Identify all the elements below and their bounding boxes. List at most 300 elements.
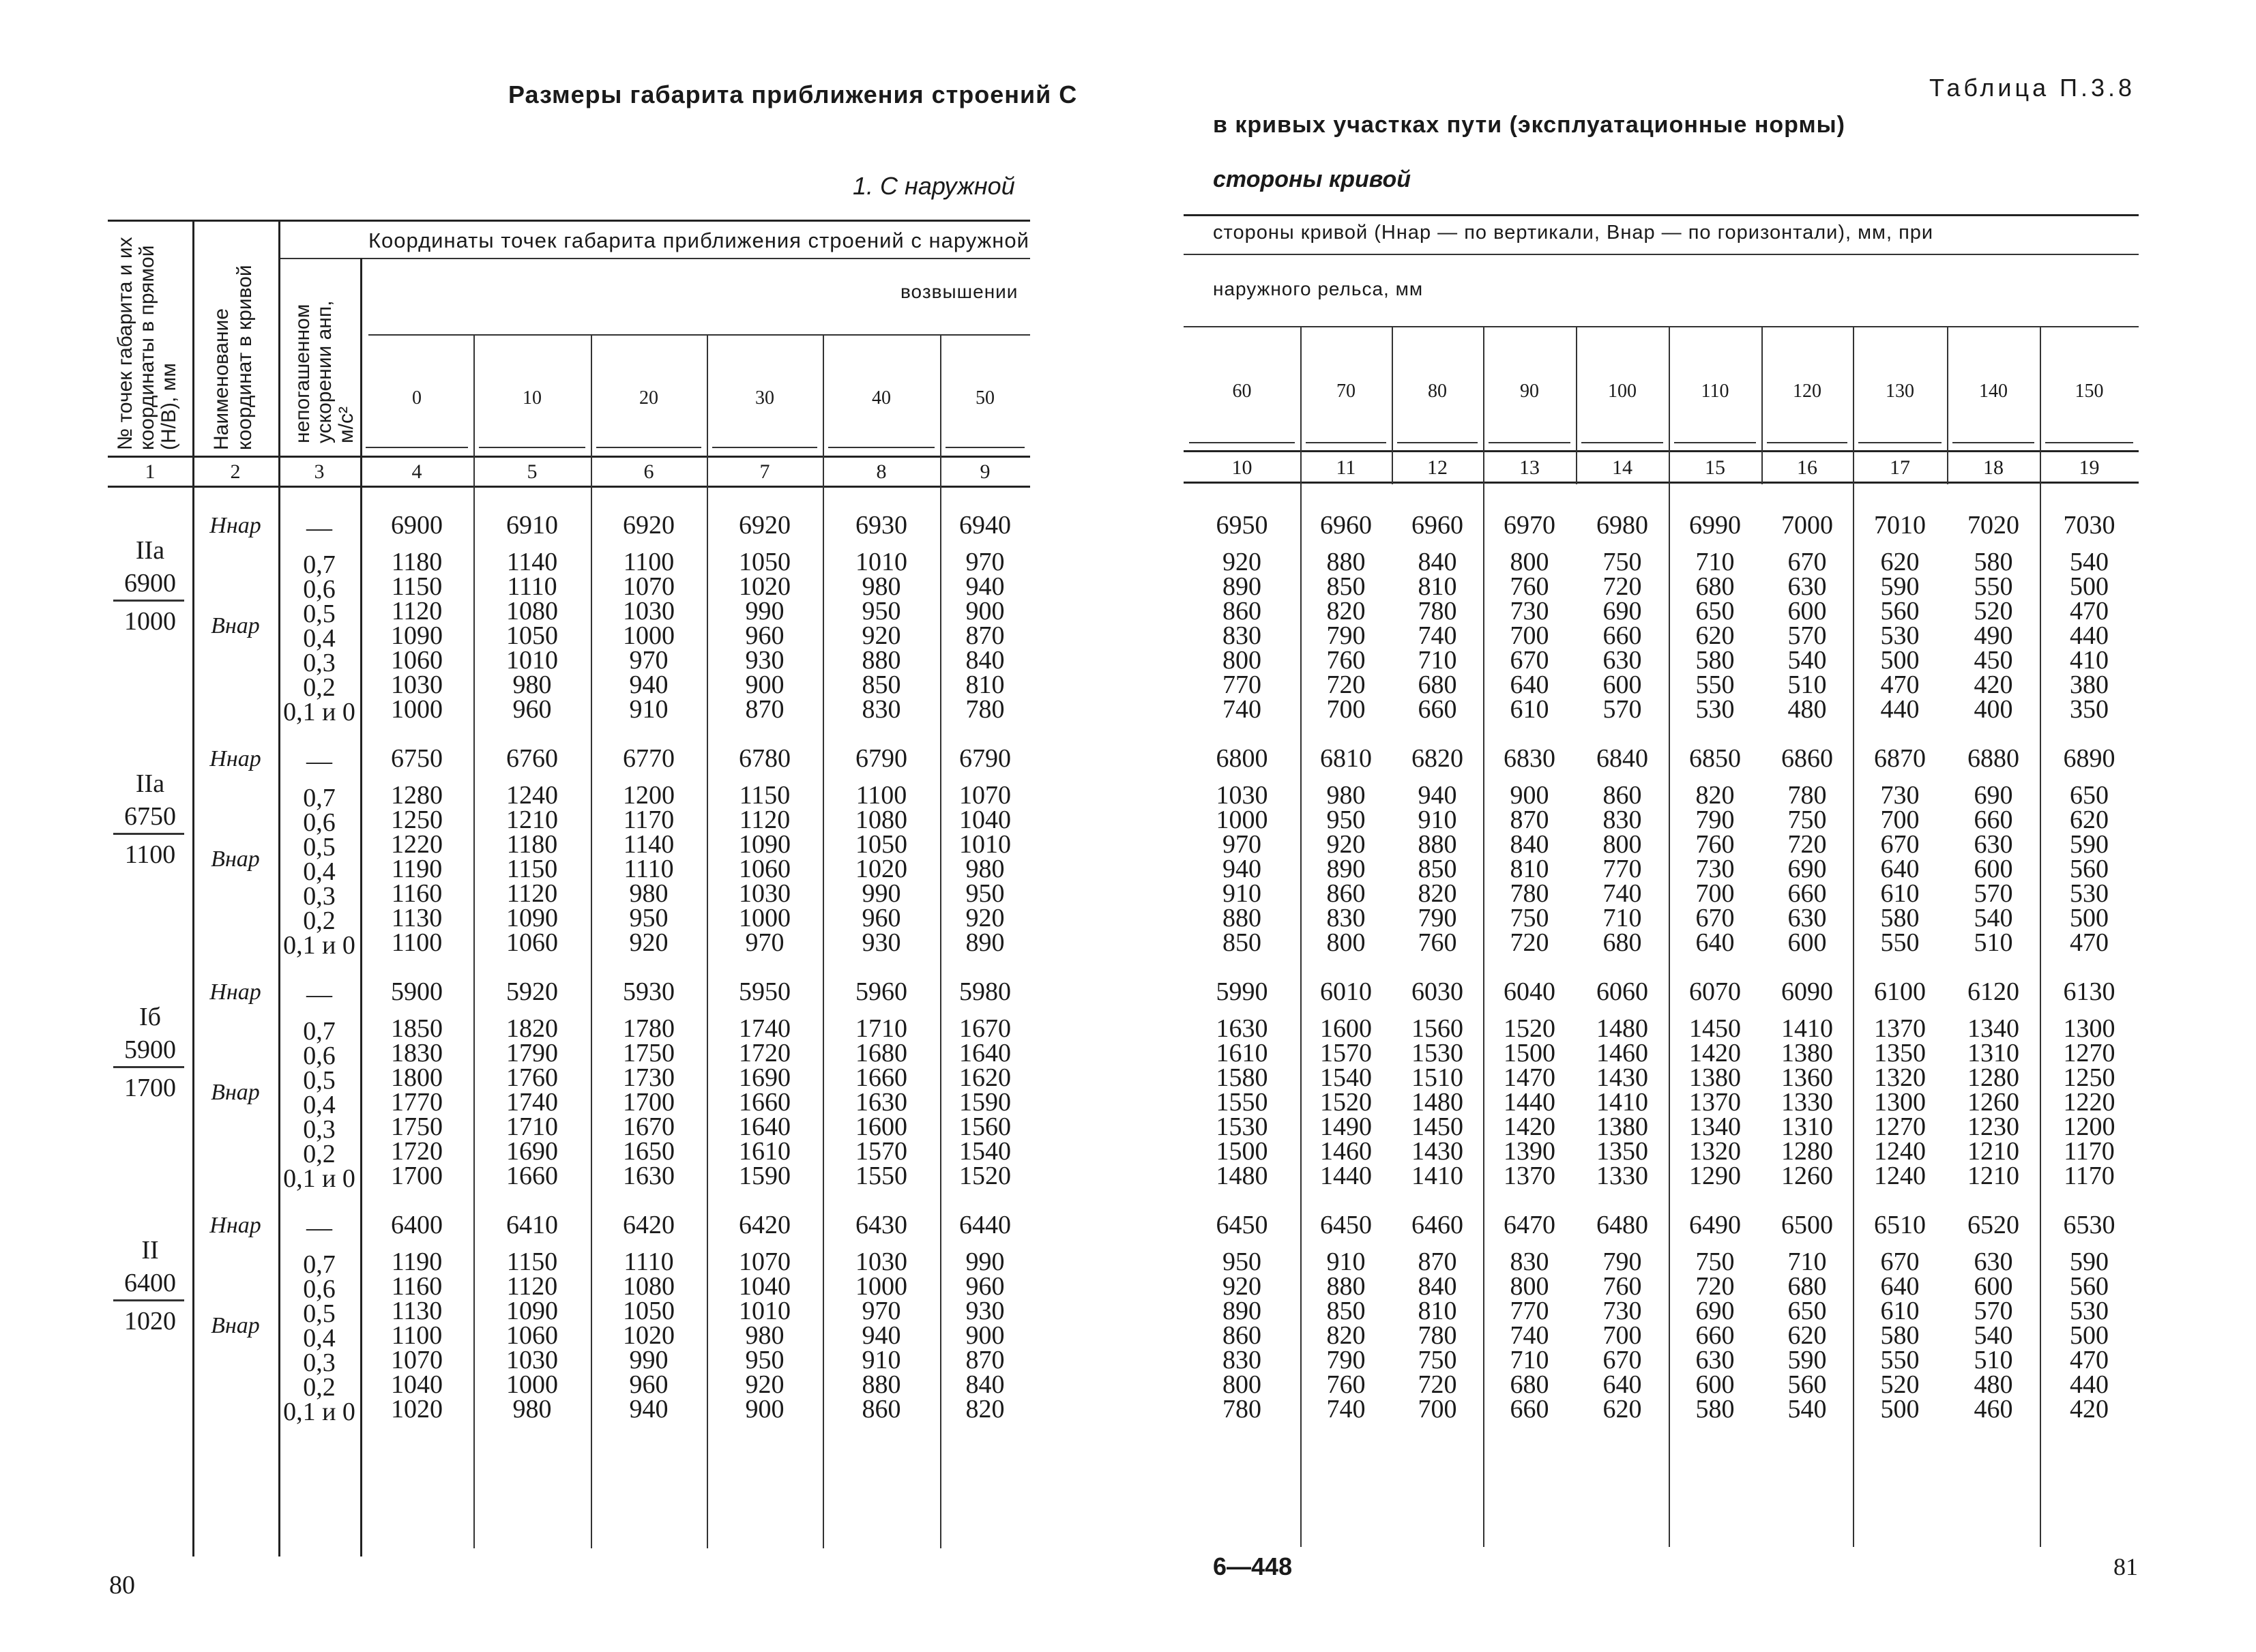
b-nar-value: 790: [1326, 621, 1366, 650]
left-page-number: 80: [109, 1571, 135, 1599]
b-nar-value: 670: [1695, 904, 1735, 932]
b-nar-value: 590: [1880, 572, 1920, 601]
b-nar-value: 870: [745, 695, 785, 724]
left-header-main: Координаты точек габарита приближения строений с наружной: [368, 228, 1029, 252]
b-nar-value: 620: [1695, 621, 1735, 650]
h-nar-value: 6450: [1216, 1211, 1268, 1239]
b-nar-value: 420: [1974, 670, 2013, 699]
point-label: IIa: [135, 769, 165, 799]
b-nar-value: 600: [1602, 670, 1642, 699]
accel-value: 0,1 и 0: [283, 931, 355, 960]
b-nar-value: 1700: [391, 1162, 443, 1190]
b-nar-value: 1330: [1781, 1088, 1833, 1117]
b-nar-value: 660: [1602, 621, 1642, 650]
b-nar-value: 990: [862, 879, 901, 908]
accel-value: 0,4: [303, 1091, 336, 1119]
b-nar-value: 1210: [506, 806, 558, 834]
b-nar-value: 630: [1787, 572, 1827, 601]
b-nar-value: 820: [1326, 1321, 1366, 1350]
b-nar-value: 810: [1418, 572, 1457, 601]
b-nar-value: 1500: [1216, 1137, 1268, 1166]
b-nar-value: 1290: [1689, 1162, 1741, 1190]
b-nar-value: 1020: [855, 855, 907, 883]
b-nar-value: 1300: [1874, 1088, 1926, 1117]
b-nar-value: 720: [1326, 670, 1366, 699]
b-nar-value: 480: [1787, 695, 1827, 724]
b-nar-value: 960: [629, 1370, 669, 1399]
b-nar-value: 670: [1880, 830, 1920, 859]
h-nar-value: 6400: [391, 1211, 443, 1239]
b-nar-value: 1380: [1781, 1039, 1833, 1067]
b-nar-value: 810: [965, 670, 1005, 699]
b-nar-value: 740: [1326, 1395, 1366, 1424]
h-nar-value: 5930: [623, 977, 675, 1006]
b-nar-value: 1440: [1504, 1088, 1555, 1117]
b-nar-value: 1060: [391, 646, 443, 675]
h-nar-value: 6800: [1216, 744, 1268, 773]
b-nar-value: 760: [1510, 572, 1549, 601]
left-elevation-0: 0: [412, 387, 422, 409]
h-nar-value: 5990: [1216, 977, 1268, 1006]
b-nar-value: 690: [1787, 855, 1827, 883]
right-colnum-17: 17: [1890, 456, 1910, 479]
b-nar-value: 940: [629, 670, 669, 699]
left-elevation-underline: [828, 447, 935, 448]
h-nar-value: 6980: [1596, 511, 1648, 540]
b-nar-value: 970: [1222, 830, 1261, 859]
b-nar-value: 940: [1418, 781, 1457, 810]
b-nar-value: 920: [629, 928, 669, 957]
b-nar-value: 630: [1974, 830, 2013, 859]
h-nar-value: 6500: [1781, 1211, 1833, 1239]
b-nar-value: 1560: [1411, 1014, 1463, 1043]
point-label: IIa: [135, 536, 165, 565]
b-nar-value: 510: [1974, 928, 2013, 957]
b-nar-value: 1240: [506, 781, 558, 810]
b-nar-value: 840: [1418, 548, 1457, 576]
b-nar-value: 740: [1418, 621, 1457, 650]
point-denominator: 1020: [124, 1307, 176, 1336]
b-nar-value: 630: [1602, 646, 1642, 675]
h-nar-value: 6840: [1596, 744, 1648, 773]
b-nar-value: 980: [512, 1395, 552, 1424]
b-nar-value: 1250: [2063, 1063, 2115, 1092]
h-nar-value: 6420: [623, 1211, 675, 1239]
b-nar-value: 860: [1222, 597, 1261, 625]
point-numerator: 5900: [124, 1035, 176, 1065]
h-nar-value: 6890: [2063, 744, 2115, 773]
b-nar-value: 1010: [855, 548, 907, 576]
b-nar-value: 540: [1787, 1395, 1827, 1424]
b-nar-value: 1070: [391, 1346, 443, 1374]
b-nar-value: 1370: [1874, 1014, 1926, 1043]
b-nar-value: 1020: [739, 572, 791, 601]
b-nar-value: 580: [1880, 1321, 1920, 1350]
h-nar-value: 6030: [1411, 977, 1463, 1006]
b-nar-value: 1050: [855, 830, 907, 859]
b-nar-value: 1380: [1689, 1063, 1741, 1092]
b-nar-value: 920: [1222, 1272, 1261, 1301]
b-nar-value: 530: [1880, 621, 1920, 650]
b-nar-value: 980: [965, 855, 1005, 883]
b-nar-value: 1620: [959, 1063, 1011, 1092]
b-nar-value: 1120: [506, 879, 558, 908]
b-nar-value: 1050: [739, 548, 791, 576]
b-nar-value: 1440: [1320, 1162, 1372, 1190]
b-nar-value: 1640: [959, 1039, 1011, 1067]
b-nar-value: 830: [1602, 806, 1642, 834]
b-nar-value: 1370: [1689, 1088, 1741, 1117]
b-nar-value: 1280: [1967, 1063, 2019, 1092]
b-nar-value: 850: [862, 670, 901, 699]
b-nar-value: 1150: [739, 781, 791, 810]
b-nar-value: 560: [2070, 1272, 2109, 1301]
b-nar-value: 950: [1326, 806, 1366, 834]
b-nar-value: 1430: [1411, 1137, 1463, 1166]
b-nar-value: 960: [965, 1272, 1005, 1301]
b-nar-value: 820: [1326, 597, 1366, 625]
accel-value: 0,7: [303, 1250, 336, 1279]
b-nar-value: 1150: [506, 855, 558, 883]
b-nar-value: 590: [1787, 1346, 1827, 1374]
right-vline-6: [1761, 326, 1763, 484]
right-elevation-80: 80: [1428, 381, 1447, 402]
h-nar-label: [192, 513, 278, 539]
b-nar-value: 1050: [506, 621, 558, 650]
point-label: II: [141, 1236, 159, 1265]
b-nar-value: 690: [1974, 781, 2013, 810]
b-nar-value: 680: [1695, 572, 1735, 601]
b-nar-value: 540: [1974, 904, 2013, 932]
b-nar-value: 900: [745, 670, 785, 699]
h-nar-value: 5920: [506, 977, 558, 1006]
b-nar-value: 1340: [1967, 1014, 2019, 1043]
b-nar-value: 780: [1222, 1395, 1261, 1424]
b-nar-value: 1260: [1781, 1162, 1833, 1190]
b-nar-value: 660: [1974, 806, 2013, 834]
left-header-col2: Наименование координат в кривой: [210, 265, 256, 450]
b-nar-value: 1000: [391, 695, 443, 724]
left-elevation-underline: [946, 447, 1025, 448]
b-nar-value: 470: [2070, 597, 2109, 625]
b-nar-value: 1150: [506, 1248, 558, 1276]
accel-value: 0,2: [303, 1373, 336, 1402]
left-colnum-9: 9: [980, 460, 991, 483]
b-nar-value: 710: [1418, 646, 1457, 675]
b-nar-value: 560: [2070, 855, 2109, 883]
b-nar-value: 830: [862, 695, 901, 724]
b-nar-value: 640: [1602, 1370, 1642, 1399]
b-nar-value: 1060: [739, 855, 791, 883]
b-nar-value: 1080: [506, 597, 558, 625]
b-nar-value: 780: [1418, 597, 1457, 625]
b-nar-value: 1070: [623, 572, 675, 601]
h-nar-value: 6120: [1967, 977, 2019, 1006]
b-nar-value: 820: [1695, 781, 1735, 810]
b-nar-value: 610: [1510, 695, 1549, 724]
left-top-rule: [108, 220, 1030, 222]
fraction-bar: [113, 1066, 184, 1068]
left-colnum-4: 4: [411, 460, 422, 483]
b-nar-value: 1180: [506, 830, 558, 859]
h-nar-value: 6480: [1596, 1211, 1648, 1239]
b-nar-value: 670: [1787, 548, 1827, 576]
b-nar-value: 950: [629, 904, 669, 932]
b-nar-value: 1420: [1689, 1039, 1741, 1067]
b-nar-value: 1820: [506, 1014, 558, 1043]
b-nar-value: 1080: [855, 806, 907, 834]
b-nar-value: 960: [512, 695, 552, 724]
h-nar-value: 6940: [959, 511, 1011, 540]
b-nar-value: 1260: [1967, 1088, 2019, 1117]
b-nar-value: 600: [1787, 928, 1827, 957]
b-nar-value: 640: [1880, 855, 1920, 883]
b-nar-value: 1030: [855, 1248, 907, 1276]
right-elevation-underline: [1674, 442, 1756, 443]
h-nar-value: 6900: [391, 511, 443, 540]
h-nar-value: 6040: [1504, 977, 1555, 1006]
b-nar-value: 600: [1787, 597, 1827, 625]
h-nar-value: 6470: [1504, 1211, 1555, 1239]
b-nar-value: 1720: [739, 1039, 791, 1067]
accel-value: 0,1 и 0: [283, 1398, 355, 1426]
b-nar-value: 1240: [1874, 1137, 1926, 1166]
b-nar-value: 1170: [623, 806, 675, 834]
b-nar-value: 1340: [1689, 1112, 1741, 1141]
b-nar-value: 950: [862, 597, 901, 625]
b-nar-value: 680: [1418, 670, 1457, 699]
right-elevation-60: 60: [1232, 381, 1252, 402]
b-nar-value: 1780: [623, 1014, 675, 1043]
b-nar-value: 1410: [1411, 1162, 1463, 1190]
b-nar-value: 1660: [855, 1063, 907, 1092]
right-title: в кривых участках пути (эксплуатационные нормы): [1213, 112, 1845, 138]
b-nar-value: 1020: [623, 1321, 675, 1350]
b-nar-value: 750: [1418, 1346, 1457, 1374]
b-nar-value: 1360: [1781, 1063, 1833, 1092]
b-nar-value: 930: [965, 1297, 1005, 1325]
b-nar-value: 1030: [739, 879, 791, 908]
b-nar-value: 1270: [2063, 1039, 2115, 1067]
b-nar-value: 1090: [506, 904, 558, 932]
b-nar-value: 800: [1602, 830, 1642, 859]
b-nar-value: 1050: [623, 1297, 675, 1325]
b-nar-value: 830: [1326, 904, 1366, 932]
b-nar-value: 820: [1418, 879, 1457, 908]
b-nar-value: 760: [1326, 646, 1366, 675]
b-nar-value: 1080: [623, 1272, 675, 1301]
b-nar-value: 660: [1787, 879, 1827, 908]
b-nar-value: 1460: [1320, 1137, 1372, 1166]
b-nar-value: 820: [965, 1395, 1005, 1424]
b-nar-value: 1090: [391, 621, 443, 650]
accel-value: 0,2: [303, 906, 336, 935]
b-nar-value: 990: [629, 1346, 669, 1374]
b-nar-value: 810: [1418, 1297, 1457, 1325]
b-nar-value: 780: [1787, 781, 1827, 810]
b-nar-value: 1380: [1596, 1112, 1648, 1141]
b-nar-value: 690: [1602, 597, 1642, 625]
b-nar-value: 1640: [739, 1112, 791, 1141]
h-nar-value: 6490: [1689, 1211, 1741, 1239]
h-nar-text: Hнар: [209, 746, 261, 771]
b-nar-label: Bнар: [211, 1080, 260, 1106]
b-nar-value: 790: [1418, 904, 1457, 932]
b-nar-value: 1220: [2063, 1088, 2115, 1117]
b-nar-label: Bнар: [211, 1313, 260, 1339]
right-vline-4: [1576, 326, 1577, 484]
b-nar-value: 440: [2070, 621, 2109, 650]
b-nar-value: 980: [745, 1321, 785, 1350]
b-nar-value: 1630: [855, 1088, 907, 1117]
b-nar-value: 660: [1695, 1321, 1735, 1350]
b-nar-value: 1520: [959, 1162, 1011, 1190]
left-vline-1: [192, 220, 194, 1557]
b-nar-value: 720: [1695, 1272, 1735, 1301]
b-nar-value: 510: [1974, 1346, 2013, 1374]
b-nar-value: 1770: [391, 1088, 443, 1117]
b-nar-value: 1040: [391, 1370, 443, 1399]
b-nar-value: 1140: [506, 548, 558, 576]
left-elevation-20: 20: [639, 387, 658, 409]
b-nar-value: 830: [1222, 1346, 1261, 1374]
b-nar-value: 600: [1695, 1370, 1735, 1399]
h-nar-value: 6930: [855, 511, 907, 540]
b-nar-value: 1690: [739, 1063, 791, 1092]
b-nar-value: 1100: [391, 1321, 443, 1350]
accel-value: 0,4: [303, 624, 336, 653]
b-nar-value: 1750: [623, 1039, 675, 1067]
right-elevation-140: 140: [1979, 381, 2008, 402]
accel-value: 0,4: [303, 857, 336, 886]
b-nar-value: 500: [1880, 646, 1920, 675]
h-nar-value: 6070: [1689, 977, 1741, 1006]
h-nar-value: 6790: [855, 744, 907, 773]
b-nar-value: 1610: [739, 1137, 791, 1166]
accel-value: 0,5: [303, 600, 336, 628]
b-nar-value: 740: [1510, 1321, 1549, 1350]
right-elevation-underline: [1489, 442, 1570, 443]
right-vline-2: [1392, 326, 1393, 484]
b-nar-value: 860: [1602, 781, 1642, 810]
b-nar-value: 660: [1418, 695, 1457, 724]
b-nar-value: 870: [965, 621, 1005, 650]
b-nar-value: 1790: [506, 1039, 558, 1067]
b-nar-value: 550: [1974, 572, 2013, 601]
b-nar-value: 650: [1695, 597, 1735, 625]
b-nar-value: 1670: [623, 1112, 675, 1141]
b-nar-value: 350: [2070, 695, 2109, 724]
b-nar-value: 1030: [1216, 781, 1268, 810]
b-nar-value: 520: [1974, 597, 2013, 625]
h-nar-value: 6760: [506, 744, 558, 773]
b-nar-value: 740: [1602, 879, 1642, 908]
b-nar-value: 880: [1222, 904, 1261, 932]
b-nar-value: 1090: [506, 1297, 558, 1325]
b-nar-label: Bнар: [211, 613, 260, 639]
h-nar-value: 7020: [1967, 511, 2019, 540]
b-nar-value: 840: [965, 646, 1005, 675]
b-nar-value: 910: [1222, 879, 1261, 908]
b-nar-value: 920: [1326, 830, 1366, 859]
b-nar-value: 1740: [739, 1014, 791, 1043]
b-nar-value: 1690: [506, 1137, 558, 1166]
accel-value: 0,6: [303, 808, 336, 837]
h-nar-value: 6460: [1411, 1211, 1463, 1239]
right-colnum-10: 10: [1231, 456, 1252, 479]
b-nar-value: 530: [1695, 695, 1735, 724]
b-nar-value: 840: [965, 1370, 1005, 1399]
b-nar-value: 640: [1510, 670, 1549, 699]
b-nar-value: 890: [965, 928, 1005, 957]
b-nar-value: 810: [1510, 855, 1549, 883]
b-nar-value: 840: [1418, 1272, 1457, 1301]
b-nar-value: 1220: [391, 830, 443, 859]
b-nar-value: 1500: [1504, 1039, 1555, 1067]
h-nar-value: 5960: [855, 977, 907, 1006]
h-nar-value: 6830: [1504, 744, 1555, 773]
b-nar-value: 800: [1222, 646, 1261, 675]
b-nar-value: 1170: [2064, 1162, 2115, 1190]
b-nar-value: 740: [1222, 695, 1261, 724]
b-nar-value: 880: [1326, 548, 1366, 576]
accel-value: 0,5: [303, 1299, 336, 1328]
left-header-elev-rule: [368, 334, 1030, 336]
b-nar-value: 940: [629, 1395, 669, 1424]
h-nar-text: Hнар: [209, 513, 261, 538]
b-nar-value: 460: [1974, 1395, 2013, 1424]
point-denominator: 1100: [124, 840, 176, 870]
b-nar-value: 780: [965, 695, 1005, 724]
left-elevation-30: 30: [755, 387, 774, 409]
b-nar-value: 750: [1510, 904, 1549, 932]
b-nar-value: 1650: [623, 1137, 675, 1166]
fraction-bar: [113, 1299, 184, 1301]
b-nar-value: 980: [862, 572, 901, 601]
h-nar-value: 6090: [1781, 977, 1833, 1006]
b-nar-value: 940: [1222, 855, 1261, 883]
b-nar-value: 620: [1787, 1321, 1827, 1350]
b-nar-value: 780: [1418, 1321, 1457, 1350]
b-nar-value: 1000: [1216, 806, 1268, 834]
b-nar-value: 970: [745, 928, 785, 957]
b-nar-value: 1520: [1320, 1088, 1372, 1117]
accel-value: 0,5: [303, 833, 336, 861]
left-colnum-8: 8: [876, 460, 887, 483]
right-elevation-100: 100: [1608, 381, 1637, 402]
b-nar-value: 910: [1326, 1248, 1366, 1276]
b-nar-value: 470: [2070, 928, 2109, 957]
b-nar-value: 620: [1602, 1395, 1642, 1424]
h-nar-label: [192, 1213, 278, 1239]
b-nar-value: 1240: [1874, 1162, 1926, 1190]
b-nar-value: 840: [1510, 830, 1549, 859]
right-elevation-150: 150: [2075, 381, 2104, 402]
b-nar-value: 630: [1695, 1346, 1735, 1374]
accel-value: 0,1 и 0: [283, 1164, 355, 1193]
b-nar-value: 530: [2070, 1297, 2109, 1325]
b-nar-value: 1610: [1216, 1039, 1268, 1067]
b-nar-value: 590: [2070, 830, 2109, 859]
b-nar-value: 1090: [739, 830, 791, 859]
b-nar-value: 1660: [739, 1088, 791, 1117]
b-nar-value: 1280: [391, 781, 443, 810]
b-nar-value: 1800: [391, 1063, 443, 1092]
b-nar-value: 1530: [1216, 1112, 1268, 1141]
right-colnum-15: 15: [1705, 456, 1725, 479]
b-nar-value: 1450: [1689, 1014, 1741, 1043]
right-colnum-14: 14: [1612, 456, 1632, 479]
